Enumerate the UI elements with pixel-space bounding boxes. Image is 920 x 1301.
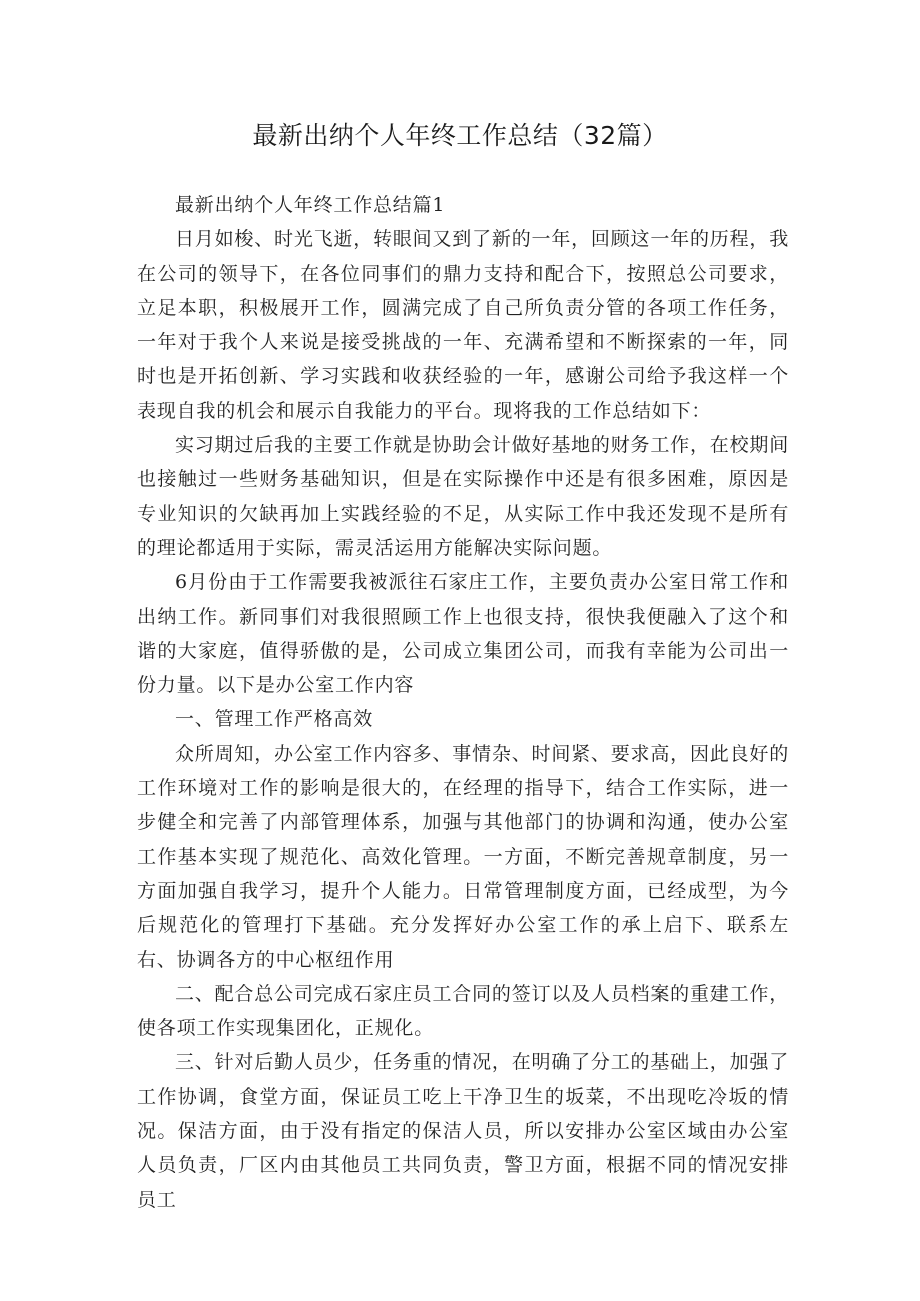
document-body	[137, 188, 789, 1217]
paragraph: 二、配合总公司完成石家庄员工合同的签订以及人员档案的重建工作，使各项工作实现集团化，正规化。	[137, 982, 789, 1040]
paragraph: 三、针对后勤人员少，任务重的情况，在明确了分工的基础上，加强了工作协调，食堂方面，保证员工吃上干净卫生的坂菜，不出现吃冷坂的情况。保洁方面，由于没有指定的保洁人员，所以安排办公室区域由办公室人员负责，厂区内由其他员工共同负责，警卫方面，根据不同的情况安排员工	[137, 1051, 789, 1211]
document-title: 最新出纳个人年终工作总结（32篇）	[252, 121, 668, 150]
subheading: 一、管理工作严格高效	[175, 708, 374, 731]
paragraph: 6月份由于工作需要我被派往石家庄工作，主要负责办公室日常工作和出纳工作。新同事们对我很照顾工作上也很支持，很快我便融入了这个和谐的大家庭，值得骄傲的是，公司成立集团公司，而我有幸能为公司出一份力量。以下是办公室工作内容	[137, 571, 789, 697]
paragraph: 日月如梭、时光飞逝，转眼间又到了新的一年，回顾这一年的历程，我在公司的领导下，在各位同事们的鼎力支持和配合下，按照总公司要求，立足本职，积极展开工作，圆满完成了自己所负责分管的各项工作任务，一年对于我个人来说是接受挑战的一年、充满希望和不断探索的一年，同时也是开拓创新、学习实践和收获经验的一年，感谢公司给予我这样一个表现自我的机会和展示自我能力的平台。现将我的工作总结如下：	[137, 228, 789, 422]
paragraph: 实习期过后我的主要工作就是协助会计做好基地的财务工作，在校期间也接触过一些财务基础知识，但是在实际操作中还是有很多困难，原因是专业知识的欠缺再加上实践经验的不足，从实际工作中我还发现不是所有的理论都适用于实际，需灵活运用方能解决实际问题。	[137, 434, 789, 559]
paragraph: 众所周知，办公室工作内容多、事情杂、时间紧、要求高，因此良好的工作环境对工作的影响是很大的，在经理的指导下，结合工作实际，进一步健全和完善了内部管理体系，加强与其他部门的协调和沟通，使办公室工作基本实现了规范化、高效化管理。一方面，不断完善规章制度，另一方面加强自我学习，提升个人能力。日常管理制度方面，已经成型，为今后规范化的管理打下基础。充分发挥好办公室工作的承上启下、联系左右、协调各方的中心枢纽作用	[137, 742, 789, 971]
section-heading: 最新出纳个人年终工作总结篇1	[175, 194, 446, 216]
